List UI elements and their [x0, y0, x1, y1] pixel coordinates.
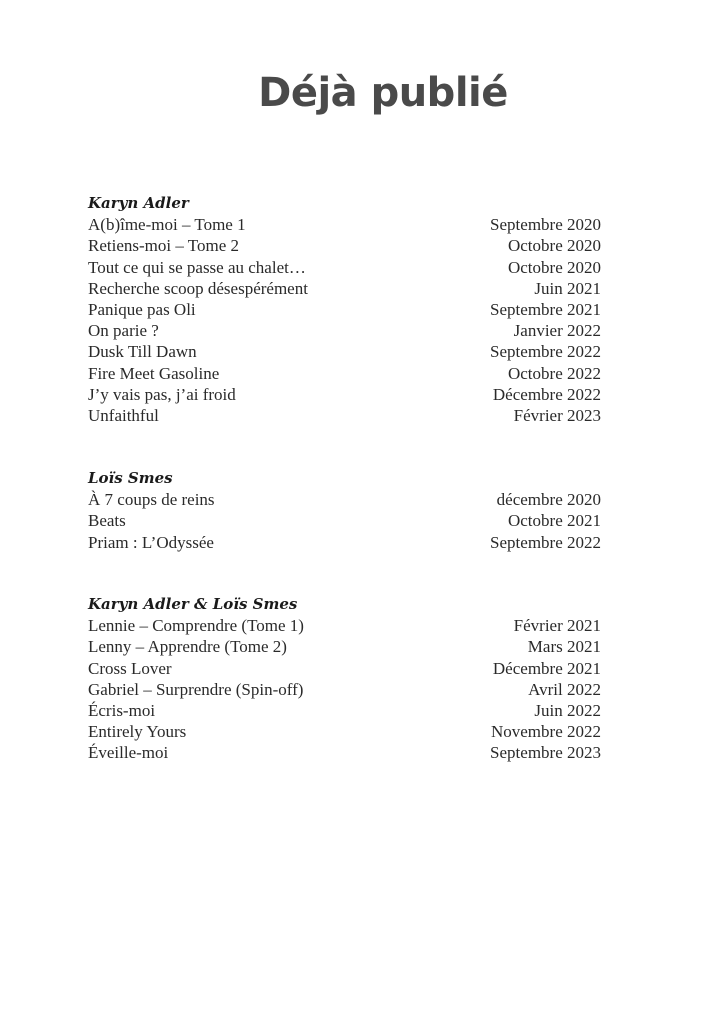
book-date: Décembre 2022 — [492, 384, 601, 404]
book-date: Octobre 2020 — [507, 236, 601, 256]
book-date: Juin 2021 — [534, 278, 601, 298]
book-row — [88, 363, 601, 384]
book-title: On parie ? — [88, 321, 159, 341]
author-heading: Karyn Adler — [88, 194, 189, 212]
book-title: À 7 coups de reins — [88, 490, 215, 510]
book-row — [88, 214, 601, 235]
book-title: Éveille-moi — [88, 743, 169, 763]
book-date: Septembre 2021 — [490, 299, 601, 319]
book-title: Beats — [88, 511, 126, 531]
book-title: Écris-moi — [88, 700, 156, 720]
book-row — [88, 341, 601, 362]
book-title: Panique pas Oli — [88, 299, 196, 319]
book-title: Cross Lover — [88, 658, 172, 678]
book-title: Gabriel – Surprendre (Spin-off) — [88, 679, 304, 699]
book-title: J’y vais pas, j’ai froid — [88, 384, 236, 404]
author-section-lois-smes — [88, 468, 601, 553]
book-date: Septembre 2023 — [490, 743, 601, 763]
book-date: décembre 2020 — [496, 490, 601, 510]
book-row — [88, 510, 601, 531]
book-date: Février 2023 — [513, 405, 601, 425]
book-row — [88, 278, 601, 299]
book-row — [88, 742, 601, 763]
book-date: Octobre 2021 — [507, 511, 601, 531]
book-row — [88, 235, 601, 256]
book-date: Septembre 2022 — [490, 342, 601, 362]
book-title: Retiens-moi – Tome 2 — [88, 236, 240, 256]
book-title: Recherche scoop désespérément — [88, 278, 308, 298]
book-title: Lenny – Apprendre (Tome 2) — [88, 637, 287, 657]
book-row — [88, 615, 601, 636]
book-row — [88, 405, 601, 426]
book-date: Octobre 2020 — [507, 257, 601, 277]
page-title: Déjà publié — [258, 70, 508, 116]
book-date: Décembre 2021 — [492, 658, 601, 678]
book-title: Lennie – Comprendre (Tome 1) — [88, 616, 304, 636]
book-date: Juin 2022 — [534, 700, 601, 720]
book-row — [88, 658, 601, 679]
book-row — [88, 721, 601, 742]
book-date: Octobre 2022 — [507, 363, 601, 383]
book-date: Janvier 2022 — [513, 321, 601, 341]
book-row — [88, 384, 601, 405]
book-title: Entirely Yours — [88, 722, 187, 742]
book-title: Fire Meet Gasoline — [88, 363, 220, 383]
book-row — [88, 532, 601, 553]
book-title: Tout ce qui se passe au chalet… — [88, 257, 306, 277]
book-row — [88, 320, 601, 341]
book-date: Septembre 2022 — [490, 532, 601, 552]
book-date: Novembre 2022 — [490, 722, 601, 742]
book-row — [88, 636, 601, 657]
book-title: Priam : L’Odyssée — [88, 532, 214, 552]
book-row — [88, 257, 601, 278]
book-row — [88, 489, 601, 510]
book-title: Unfaithful — [88, 405, 159, 425]
book-title: Dusk Till Dawn — [88, 342, 197, 362]
author-section-joint — [88, 594, 601, 764]
author-heading: Loïs Smes — [88, 469, 173, 487]
book-date: Septembre 2020 — [490, 215, 601, 235]
author-heading: Karyn Adler & Loïs Smes — [88, 595, 298, 613]
book-title: A(b)îme-moi – Tome 1 — [88, 215, 246, 235]
book-row — [88, 700, 601, 721]
author-section-karyn-adler — [88, 193, 601, 426]
book-date: Février 2021 — [513, 616, 601, 636]
book-date: Avril 2022 — [528, 679, 601, 699]
book-date: Mars 2021 — [527, 637, 601, 657]
book-row — [88, 299, 601, 320]
book-row — [88, 679, 601, 700]
